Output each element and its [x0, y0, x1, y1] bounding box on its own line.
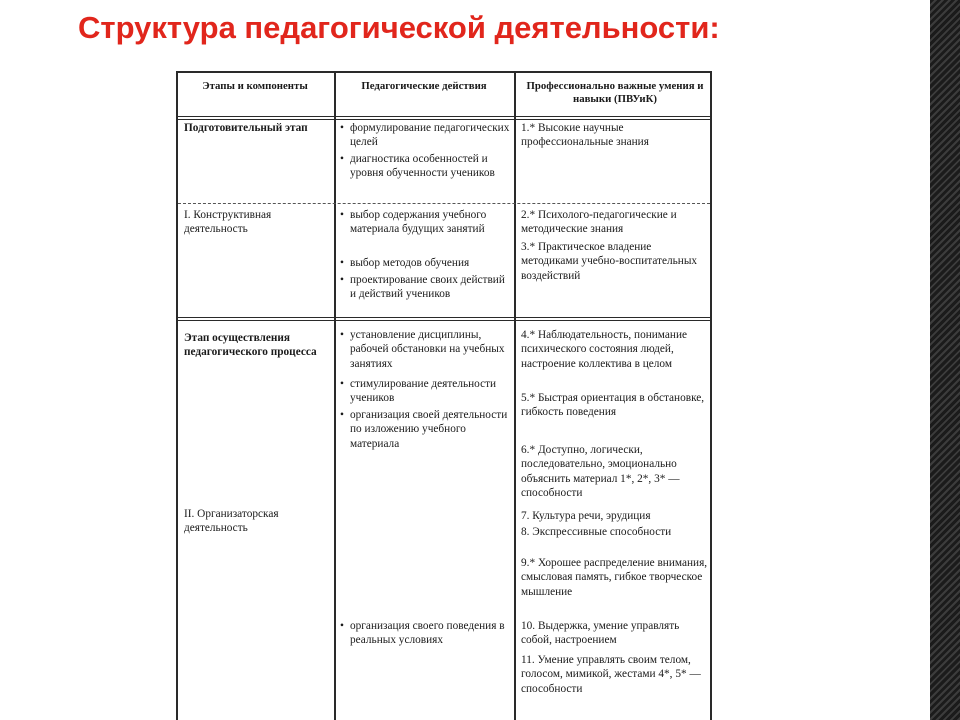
action-item: • установление дисциплины, рабочей обстановки на учебных занятиях — [339, 328, 510, 371]
skill-item: 8. Экспрессивные способности — [521, 526, 672, 538]
column-divider — [334, 73, 336, 720]
skill-item: 3.* Практическое владение методиками учебно-воспитательных воздействий — [521, 241, 698, 282]
stage-constructive: I. Конструктивная деятельность — [184, 209, 272, 236]
skill-item: 4.* Наблюдательность, понимание психического состояния людей, настроение коллектива в целом — [521, 329, 687, 370]
action-item: • проектирование своих действий и действий учеников — [339, 273, 510, 302]
action-item: • выбор содержания учебного материала будущих занятий — [339, 208, 510, 237]
action-item: • формулирование педагогических целей — [339, 121, 510, 150]
skill-item: 6.* Доступно, логически, последовательно, эмоционально объяснить материал 1*, 2*, 3* — способности — [521, 444, 680, 499]
stage-process: Этап осуществления педагогического процесса — [184, 332, 317, 359]
skill-item: 5.* Быстрая ориентация в обстановке, гибкость поведения — [521, 392, 705, 419]
action-item: • стимулирование деятельности учеников — [339, 377, 510, 406]
column-divider — [514, 73, 516, 720]
header-skills: Профессионально важные умения и навыки (ПВУиК) — [526, 80, 704, 105]
skill-item: 11. Умение управлять своим телом, голосом, мимикой, жестами 4*, 5* — способности — [521, 654, 701, 695]
skill-item: 2.* Психолого-педагогические и методические знания — [521, 209, 677, 236]
slide-title: Структура педагогической деятельности: — [78, 10, 720, 45]
action-item: • организация своего поведения в реальных условиях — [339, 619, 510, 648]
skill-item: 10. Выдержка, умение управлять собой, настроением — [521, 620, 680, 647]
structure-table — [176, 71, 712, 720]
action-item: • выбор методов обучения — [339, 256, 510, 270]
stage-organizational: II. Организаторская деятельность — [184, 508, 279, 535]
header-divider — [178, 116, 710, 120]
action-item: • организация своей деятельности по изложению учебного материала — [339, 408, 510, 451]
skill-item: 1.* Высокие научные профессиональные знания — [521, 122, 649, 149]
header-actions: Педагогические действия — [361, 80, 487, 92]
row-divider — [178, 317, 710, 321]
action-item: • диагностика особенностей и уровня обученности учеников — [339, 152, 510, 181]
stage-prep: Подготовительный этап — [184, 122, 308, 134]
header-stages: Этапы и компоненты — [202, 80, 308, 92]
skill-item: 7. Культура речи, эрудиция — [521, 510, 651, 522]
skill-item: 9.* Хорошее распределение внимания, смысловая память, гибкое творческое мышление — [521, 557, 708, 598]
slide-edge-decoration — [930, 0, 960, 720]
row-divider — [178, 203, 710, 204]
